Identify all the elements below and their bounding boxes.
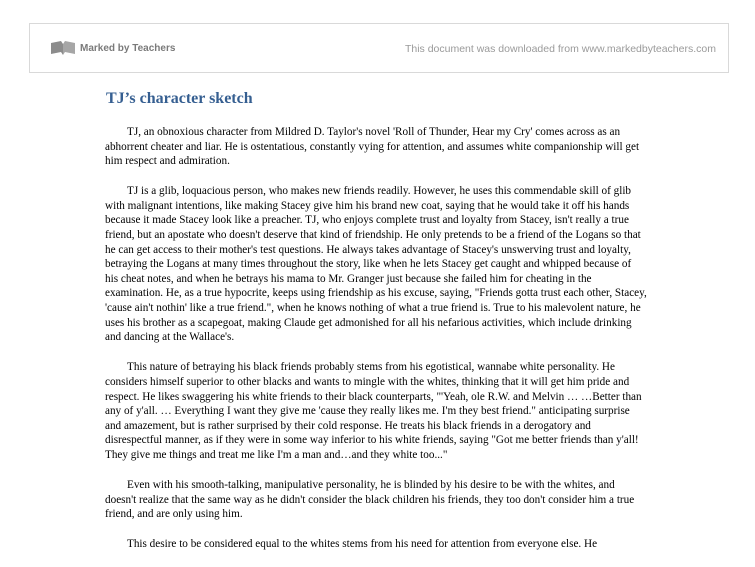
paragraph: TJ, an obnoxious character from Mildred D. Taylor's novel 'Roll of Thunder, Hear my Cry' comes across as an abhorrent cheater and liar. He is ostentatious, constantly vying for attention, and assumes white companionship will get him respect and admiration. [105,126,640,168]
brand[interactable] [50,40,175,56]
paragraph: Even with his smooth-talking, manipulative personality, he is blinded by his desire to be with the whites, and doesn't realize that the same way as he didn't consider the black children his friends, they too don't consider him a true friend, and are only using him. [105,478,635,521]
download-banner [29,23,729,73]
document-body [105,125,647,567]
paragraph: TJ is a glib, loquacious person, who makes new friends readily. However, he uses this commendable skill of glib with malignant intentions, like making Stacey give him his brand new coat, saying that he would take it off his hands because it made Stacey look like a preacher. TJ, who enjoys complete trust and loyalty from Stacey, isn't really a true friend, but an apostate who doesn't deserve that kind of friendship. He only pretends to be a friend of the Logans so that he can get access to their mother's test questions. He always takes advantage of Stacey's unswerving trust and loyalty, betraying the Logans at many times throughout the story, like when he lets Stacey get caught and whipped because of his cheat notes, and when he betrays his mama to Mr. Granger just because she failed him for cheating in the examination. He, as a true hypocrite, keeps using friendship as his excuse, saying, "Friends gotta trust each other, Stacey, 'cause ain't nothin' like a true friend.", when he knows nothing of what a true friend is. True to his malevolent nature, he uses his brother as a scapegoat, making Claude get admonished for all his nefarious activities, which include drinking and dancing at the Wallace's. [105,185,647,344]
brand-name: Marked by Teachers [80,42,176,54]
paragraph: This desire to be considered equal to the whites stems from his need for attention from everyone else. He [127,538,598,551]
book-logo-icon [50,40,76,56]
download-note: This document was downloaded from www.markedbyteachers.com [404,43,716,55]
document-title: TJ’s character sketch [106,90,253,107]
paragraph: This nature of betraying his black friends probably stems from his egotistical, wannabe white personality. He considers himself superior to other blacks and wants to mingle with the whites, thinking that it will get him pride and respect. He likes swaggering his white friends to their black counterparts, "'Yeah, ole R.W. and Melvin … …Better than any of y'all. … Everything I want they give me 'cause they really likes me. I'm they best friend." anticipating surprise and amazement, but is rather surprised by their cold response. He treats his black friends in a derogatory and disrespectful manner, as if they were in some way inferior to his white friends, saying "Got me better friends than y'all! They give me things and treat me like I'm a man and…and they white too..." [105,361,642,461]
